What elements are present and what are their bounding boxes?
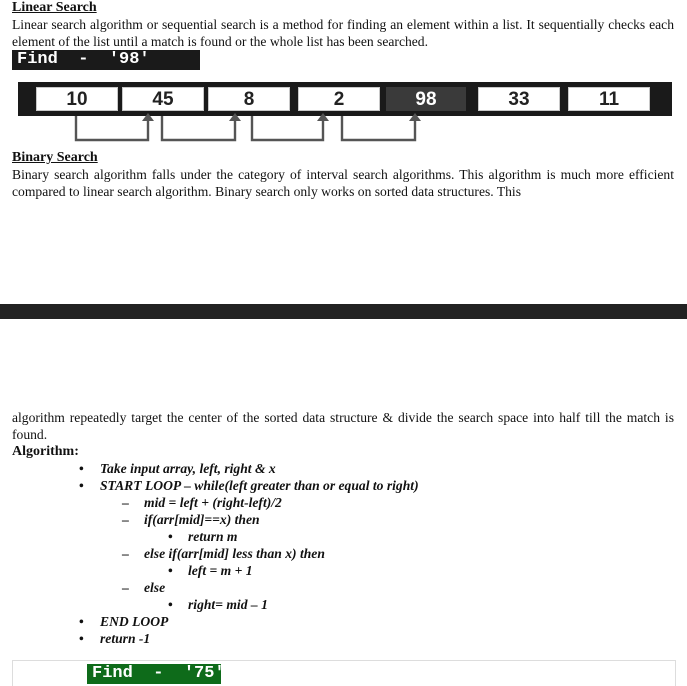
dash-icon: – xyxy=(122,546,129,561)
algo-step: START LOOP – while(left greater than or equal to right) xyxy=(100,478,419,493)
arrow-2-to-98 xyxy=(342,116,415,140)
dash-icon: – xyxy=(122,512,129,527)
array-cell: 2 xyxy=(298,87,380,111)
page-break-band xyxy=(0,304,687,319)
algo-step: left = m + 1 xyxy=(188,563,253,578)
bullet-icon: • xyxy=(168,563,173,578)
algo-step: mid = left + (right-left)/2 xyxy=(144,495,282,510)
algo-step: else if(arr[mid] less than x) then xyxy=(144,546,325,561)
linear-search-heading: Linear Search xyxy=(12,0,97,15)
algo-step: else xyxy=(144,580,166,595)
array-cell: 10 xyxy=(36,87,118,111)
bullet-icon: • xyxy=(168,529,173,544)
arrow-8-to-2 xyxy=(252,116,323,140)
arrowhead-icon xyxy=(229,113,241,121)
dash-icon: – xyxy=(122,580,129,595)
array-cell: 8 xyxy=(208,87,290,111)
algo-step: Take input array, left, right & x xyxy=(100,461,276,476)
find-98-label: Find - '98' xyxy=(12,50,200,70)
bullet-icon: • xyxy=(79,478,84,493)
binary-search-description-2: algorithm repeatedly target the center of the sorted data structure & divide the search space into half till the match is found. xyxy=(12,410,674,442)
bullet-icon: • xyxy=(79,614,84,629)
arrowhead-icon xyxy=(142,113,154,121)
bullet-icon: • xyxy=(168,597,173,612)
binary-search-description-1: Binary search algorithm falls under the category of interval search algorithms. This algorithm is much more efficient compared to linear search algorithm. Binary search only works on sorted data structures. This xyxy=(12,167,674,199)
array-cell-match: 98 xyxy=(386,87,466,111)
algorithm-steps xyxy=(0,459,687,649)
algo-step: return m xyxy=(188,529,238,544)
bullet-icon: • xyxy=(79,631,84,646)
bullet-icon: • xyxy=(79,461,84,476)
arrow-45-to-8 xyxy=(162,116,235,140)
array-strip xyxy=(18,82,672,116)
algo-step: END LOOP xyxy=(100,614,169,629)
algo-step: if(arr[mid]==x) then xyxy=(144,512,260,527)
array-cell: 11 xyxy=(568,87,650,111)
dash-icon: – xyxy=(122,495,129,510)
linear-search-description: Linear search algorithm or sequential search is a method for finding an element within a list. It sequentially checks each element of the list until a match is found or the whole list has been searched. xyxy=(12,17,674,49)
algo-step: right= mid – 1 xyxy=(188,597,268,612)
binary-search-heading: Binary Search xyxy=(12,150,98,165)
arrow-10-to-45 xyxy=(76,116,148,140)
array-cell: 45 xyxy=(122,87,204,111)
array-cell: 33 xyxy=(478,87,560,111)
arrowhead-icon xyxy=(317,113,329,121)
algo-step: return -1 xyxy=(100,631,151,646)
algorithm-heading: Algorithm: xyxy=(12,444,79,459)
comparison-arrows-diagram xyxy=(0,112,687,146)
arrowhead-icon xyxy=(409,113,421,121)
find-75-label: Find - '75' xyxy=(87,664,221,684)
